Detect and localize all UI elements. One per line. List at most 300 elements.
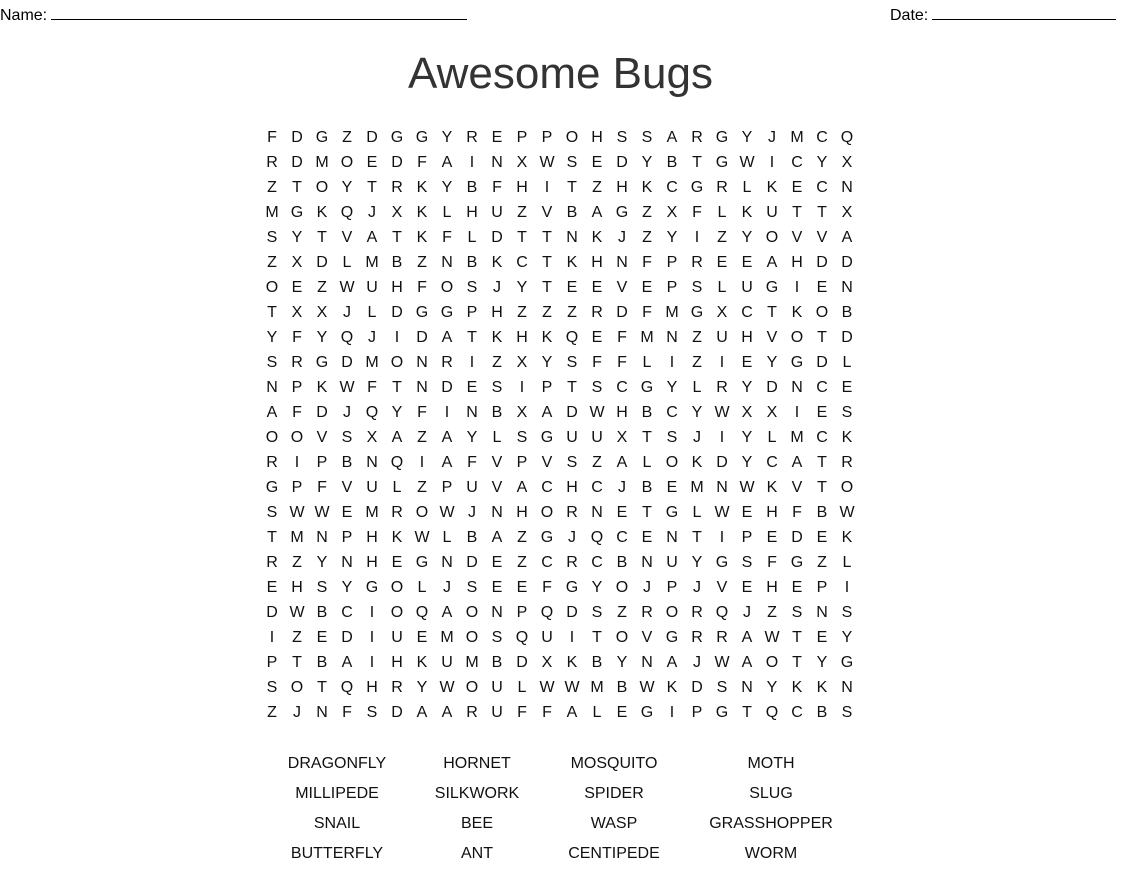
grid-letter: B — [666, 154, 678, 171]
grid-letter: F — [617, 354, 627, 371]
grid-row — [0, 600, 1121, 625]
grid-letter: U — [566, 429, 578, 446]
grid-letter: G — [715, 704, 729, 721]
grid-letter: F — [592, 354, 602, 371]
grid-letter: O — [265, 279, 279, 296]
grid-letter: V — [791, 479, 803, 496]
grid-letter: Y — [341, 179, 353, 196]
grid-letter: K — [391, 529, 403, 546]
grid-letter: Y — [391, 404, 403, 421]
grid-letter: L — [767, 429, 777, 446]
grid-letter: D — [391, 154, 403, 171]
grid-letter: N — [316, 529, 328, 546]
grid-letter: K — [741, 204, 753, 221]
grid-letter: K — [316, 204, 328, 221]
grid-letter: T — [817, 204, 827, 221]
grid-letter: D — [841, 329, 853, 346]
grid-letter: E — [341, 504, 353, 521]
grid-row — [0, 525, 1121, 550]
grid-letter: A — [441, 704, 453, 721]
grid-letter: K — [491, 254, 503, 271]
grid-letter: Z — [517, 204, 527, 221]
grid-letter: E — [666, 479, 678, 496]
grid-letter: D — [341, 629, 353, 646]
grid-letter: U — [666, 554, 678, 571]
grid-letter: M — [365, 254, 379, 271]
grid-row — [0, 200, 1121, 225]
grid-letter: Y — [741, 379, 753, 396]
grid-letter: O — [390, 604, 404, 621]
grid-letter: I — [569, 629, 575, 646]
grid-letter: A — [541, 404, 553, 421]
grid-letter: R — [691, 129, 703, 146]
grid-letter: T — [817, 479, 827, 496]
grid-letter: Z — [767, 604, 777, 621]
grid-letter: Y — [666, 379, 678, 396]
grid-letter: T — [267, 529, 277, 546]
grid-letter: A — [516, 479, 528, 496]
grid-row — [0, 425, 1121, 450]
grid-letter: E — [566, 279, 578, 296]
grid-letter: I — [269, 629, 275, 646]
grid-letter: I — [369, 604, 375, 621]
grid-letter: T — [317, 679, 327, 696]
grid-letter: M — [265, 204, 279, 221]
grid-letter: H — [566, 479, 578, 496]
grid-letter: W — [539, 154, 555, 171]
grid-letter: U — [541, 629, 553, 646]
grid-letter: S — [366, 704, 378, 721]
grid-letter: F — [642, 304, 652, 321]
grid-letter: Y — [466, 429, 478, 446]
grid-letter: P — [341, 529, 353, 546]
grid-letter: C — [516, 254, 528, 271]
grid-letter: T — [817, 454, 827, 471]
grid-letter: U — [391, 629, 403, 646]
grid-letter: T — [767, 304, 777, 321]
grid-letter: G — [690, 179, 704, 196]
grid-letter: F — [542, 579, 552, 596]
grid-letter: I — [669, 354, 675, 371]
grid-letter: P — [466, 304, 478, 321]
grid-letter: Z — [517, 554, 527, 571]
grid-letter: N — [816, 604, 828, 621]
grid-letter: Z — [692, 329, 702, 346]
grid-letter: Q — [540, 604, 554, 621]
grid-letter: G — [440, 304, 454, 321]
grid-letter: G — [640, 379, 654, 396]
grid-letter: N — [641, 654, 653, 671]
name-blank-line[interactable] — [51, 4, 467, 20]
grid-letter: K — [491, 329, 503, 346]
grid-letter: E — [816, 404, 828, 421]
grid-letter: Y — [291, 229, 303, 246]
grid-letter: H — [291, 579, 303, 596]
grid-letter: H — [516, 179, 528, 196]
grid-letter: X — [391, 204, 403, 221]
grid-letter: Z — [517, 529, 527, 546]
grid-letter: H — [366, 679, 378, 696]
grid-letter: K — [766, 179, 778, 196]
grid-letter: B — [466, 529, 478, 546]
date-field[interactable] — [890, 4, 1116, 26]
grid-letter: X — [291, 304, 303, 321]
word-list-item: SPIDER — [584, 785, 644, 802]
grid-letter: E — [366, 154, 378, 171]
grid-letter: B — [641, 479, 653, 496]
grid-letter: G — [690, 304, 704, 321]
grid-letter: Z — [642, 229, 652, 246]
grid-letter: N — [441, 554, 453, 571]
grid-letter: C — [816, 379, 828, 396]
grid-letter: N — [841, 179, 853, 196]
grid-letter: R — [391, 179, 403, 196]
grid-letter: D — [566, 404, 578, 421]
grid-letter: Y — [316, 329, 328, 346]
grid-letter: F — [617, 329, 627, 346]
grid-letter: Y — [691, 404, 703, 421]
grid-letter: K — [691, 454, 703, 471]
word-list-item: HORNET — [443, 755, 511, 772]
grid-letter: B — [491, 654, 503, 671]
grid-letter: P — [516, 454, 528, 471]
grid-letter: F — [267, 129, 277, 146]
grid-letter: K — [591, 229, 603, 246]
grid-letter: K — [541, 329, 553, 346]
grid-letter: V — [541, 204, 553, 221]
grid-letter: B — [491, 404, 503, 421]
grid-letter: E — [591, 279, 603, 296]
grid-letter: O — [765, 229, 779, 246]
grid-letter: T — [542, 229, 552, 246]
grid-letter: W — [739, 479, 755, 496]
grid-letter: W — [564, 679, 580, 696]
grid-letter: H — [491, 304, 503, 321]
grid-letter: T — [392, 229, 402, 246]
grid-letter: G — [640, 704, 654, 721]
grid-letter: X — [366, 429, 378, 446]
grid-letter: B — [591, 654, 603, 671]
grid-letter: F — [542, 704, 552, 721]
grid-letter: O — [665, 604, 679, 621]
grid-letter: A — [666, 654, 678, 671]
grid-letter: G — [665, 629, 679, 646]
grid-letter: T — [792, 654, 802, 671]
grid-letter: W — [289, 604, 305, 621]
grid-letter: S — [841, 404, 853, 421]
grid-letter: R — [291, 354, 303, 371]
grid-letter: C — [741, 304, 753, 321]
grid-letter: O — [465, 629, 479, 646]
grid-row — [0, 350, 1121, 375]
grid-letter: G — [765, 279, 779, 296]
grid-letter: L — [717, 279, 727, 296]
grid-letter: Y — [816, 154, 828, 171]
grid-letter: E — [741, 579, 753, 596]
grid-letter: J — [368, 329, 376, 346]
grid-letter: A — [741, 654, 753, 671]
grid-letter: Z — [592, 179, 602, 196]
grid-letter: O — [615, 579, 629, 596]
grid-letter: I — [669, 704, 675, 721]
grid-letter: N — [666, 529, 678, 546]
grid-letter: L — [367, 304, 377, 321]
grid-letter: D — [616, 304, 628, 321]
grid-letter: D — [791, 529, 803, 546]
grid-letter: E — [791, 579, 803, 596]
grid-letter: Y — [741, 454, 753, 471]
grid-letter: Z — [267, 704, 277, 721]
grid-letter: D — [341, 354, 353, 371]
grid-letter: G — [790, 354, 804, 371]
grid-letter: X — [516, 404, 528, 421]
grid-letter: L — [717, 204, 727, 221]
grid-letter: N — [791, 379, 803, 396]
grid-letter: O — [815, 304, 829, 321]
grid-letter: E — [816, 279, 828, 296]
grid-letter: D — [816, 254, 828, 271]
grid-letter: I — [719, 429, 725, 446]
grid-letter: H — [466, 204, 478, 221]
grid-letter: F — [792, 504, 802, 521]
grid-letter: T — [692, 154, 702, 171]
grid-letter: A — [441, 329, 453, 346]
grid-letter: C — [666, 179, 678, 196]
grid-letter: X — [741, 404, 753, 421]
grid-letter: E — [591, 329, 603, 346]
grid-letter: K — [841, 529, 853, 546]
grid-letter: R — [691, 254, 703, 271]
grid-letter: T — [642, 504, 652, 521]
grid-letter: F — [292, 329, 302, 346]
grid-letter: A — [266, 404, 278, 421]
grid-letter: K — [791, 679, 803, 696]
grid-letter: D — [691, 679, 703, 696]
grid-letter: J — [693, 429, 701, 446]
grid-letter: Z — [692, 354, 702, 371]
grid-letter: Q — [390, 454, 404, 471]
grid-letter: O — [290, 679, 304, 696]
grid-letter: Z — [267, 179, 277, 196]
grid-letter: W — [439, 679, 455, 696]
grid-letter: D — [316, 254, 328, 271]
grid-letter: O — [790, 329, 804, 346]
grid-letter: O — [465, 679, 479, 696]
grid-letter: X — [516, 354, 528, 371]
grid-letter: Y — [591, 579, 603, 596]
grid-letter: U — [441, 654, 453, 671]
grid-letter: X — [316, 304, 328, 321]
grid-letter: H — [791, 254, 803, 271]
grid-letter: I — [769, 154, 775, 171]
grid-letter: W — [839, 504, 855, 521]
grid-letter: V — [341, 479, 353, 496]
grid-letter: U — [491, 204, 503, 221]
date-blank-line[interactable] — [932, 4, 1116, 20]
word-list-item: DRAGONFLY — [287, 755, 387, 772]
grid-letter: T — [642, 429, 652, 446]
grid-letter: C — [341, 604, 353, 621]
grid-letter: M — [290, 529, 304, 546]
grid-letter: Z — [417, 429, 427, 446]
grid-letter: T — [467, 329, 477, 346]
grid-letter: L — [467, 229, 477, 246]
grid-letter: N — [491, 504, 503, 521]
word-list-item: SLUG — [749, 785, 793, 802]
grid-letter: T — [267, 304, 277, 321]
grid-letter: E — [741, 354, 753, 371]
word-list-item: BEE — [460, 815, 493, 832]
grid-letter: M — [315, 154, 329, 171]
grid-letter: W — [314, 504, 330, 521]
grid-letter: L — [592, 704, 602, 721]
grid-letter: L — [417, 579, 427, 596]
grid-letter: I — [369, 629, 375, 646]
grid-letter: K — [791, 304, 803, 321]
word-list-item: MILLIPEDE — [295, 785, 379, 802]
grid-letter: T — [592, 629, 602, 646]
grid-letter: R — [266, 454, 278, 471]
grid-letter: D — [516, 654, 528, 671]
grid-letter: D — [291, 154, 303, 171]
grid-letter: E — [591, 154, 603, 171]
grid-letter: Y — [766, 354, 778, 371]
grid-letter: P — [441, 479, 453, 496]
grid-letter: Z — [342, 129, 352, 146]
grid-letter: D — [841, 254, 853, 271]
grid-letter: G — [390, 129, 404, 146]
grid-letter: L — [392, 479, 402, 496]
grid-letter: D — [416, 329, 428, 346]
grid-letter: T — [317, 229, 327, 246]
grid-letter: Q — [590, 529, 604, 546]
grid-letter: J — [693, 654, 701, 671]
grid-letter: N — [316, 704, 328, 721]
grid-letter: I — [444, 404, 450, 421]
grid-letter: X — [766, 404, 778, 421]
word-list-item: SILKWORK — [434, 785, 520, 802]
grid-letter: P — [666, 579, 678, 596]
grid-letter: S — [641, 129, 653, 146]
grid-letter: Q — [415, 604, 429, 621]
grid-letter: Q — [340, 329, 354, 346]
grid-letter: P — [266, 654, 278, 671]
grid-letter: J — [743, 604, 751, 621]
grid-letter: N — [741, 679, 753, 696]
grid-letter: M — [790, 429, 804, 446]
grid-letter: A — [591, 204, 603, 221]
grid-letter: H — [766, 579, 778, 596]
grid-letter: V — [641, 629, 653, 646]
word-list-item: ANT — [461, 845, 493, 862]
grid-letter: R — [716, 629, 728, 646]
grid-letter: B — [466, 254, 478, 271]
grid-letter: G — [540, 429, 554, 446]
grid-letter: W — [289, 504, 305, 521]
grid-letter: D — [766, 379, 778, 396]
grid-letter: M — [590, 679, 604, 696]
grid-letter: Y — [341, 579, 353, 596]
grid-letter: O — [565, 129, 579, 146]
name-field[interactable] — [0, 4, 467, 26]
grid-letter: P — [666, 254, 678, 271]
word-list-item: WORM — [744, 845, 798, 862]
grid-letter: C — [816, 429, 828, 446]
grid-letter: C — [616, 529, 628, 546]
grid-row — [0, 250, 1121, 275]
grid-letter: N — [666, 329, 678, 346]
grid-letter: A — [366, 229, 378, 246]
grid-letter: I — [794, 279, 800, 296]
grid-letter: N — [341, 554, 353, 571]
grid-letter: L — [692, 379, 702, 396]
grid-letter: V — [491, 479, 503, 496]
grid-letter: C — [766, 454, 778, 471]
grid-letter: P — [516, 604, 528, 621]
grid-row — [0, 275, 1121, 300]
grid-letter: M — [640, 329, 654, 346]
grid-letter: K — [566, 254, 578, 271]
grid-letter: X — [841, 154, 853, 171]
grid-letter: I — [719, 529, 725, 546]
grid-row — [0, 175, 1121, 200]
grid-letter: G — [615, 204, 629, 221]
grid-letter: K — [416, 654, 428, 671]
grid-letter: Q — [515, 629, 529, 646]
grid-letter: Y — [516, 279, 528, 296]
grid-letter: G — [565, 579, 579, 596]
grid-letter: A — [441, 454, 453, 471]
grid-letter: S — [491, 379, 503, 396]
grid-letter: Y — [316, 554, 328, 571]
grid-letter: P — [691, 704, 703, 721]
grid-letter: I — [719, 354, 725, 371]
grid-letter: S — [591, 604, 603, 621]
grid-letter: J — [343, 404, 351, 421]
grid-letter: U — [766, 204, 778, 221]
grid-letter: K — [666, 679, 678, 696]
grid-letter: N — [366, 454, 378, 471]
grid-letter: M — [665, 304, 679, 321]
grid-letter: L — [642, 354, 652, 371]
grid-row — [0, 400, 1121, 425]
grid-letter: T — [542, 279, 552, 296]
grid-letter: W — [714, 504, 730, 521]
grid-letter: Y — [741, 129, 753, 146]
grid-letter: E — [416, 629, 428, 646]
grid-letter: C — [541, 479, 553, 496]
grid-letter: S — [566, 154, 578, 171]
grid-letter: C — [541, 554, 553, 571]
grid-letter: Y — [616, 654, 628, 671]
grid-letter: Z — [817, 554, 827, 571]
date-label: Date: — [890, 7, 929, 24]
grid-letter: I — [369, 654, 375, 671]
grid-letter: E — [466, 379, 478, 396]
grid-letter: P — [741, 529, 753, 546]
grid-letter: P — [666, 279, 678, 296]
grid-letter: L — [442, 204, 452, 221]
word-list-item: WASP — [590, 815, 638, 832]
grid-letter: L — [842, 554, 852, 571]
grid-letter: C — [791, 704, 803, 721]
grid-letter: M — [365, 504, 379, 521]
word-list-item: MOSQUITO — [570, 755, 658, 772]
word-list-item: CENTIPEDE — [568, 845, 660, 862]
grid-letter: E — [741, 254, 753, 271]
grid-letter: R — [466, 129, 478, 146]
grid-letter: U — [741, 279, 753, 296]
